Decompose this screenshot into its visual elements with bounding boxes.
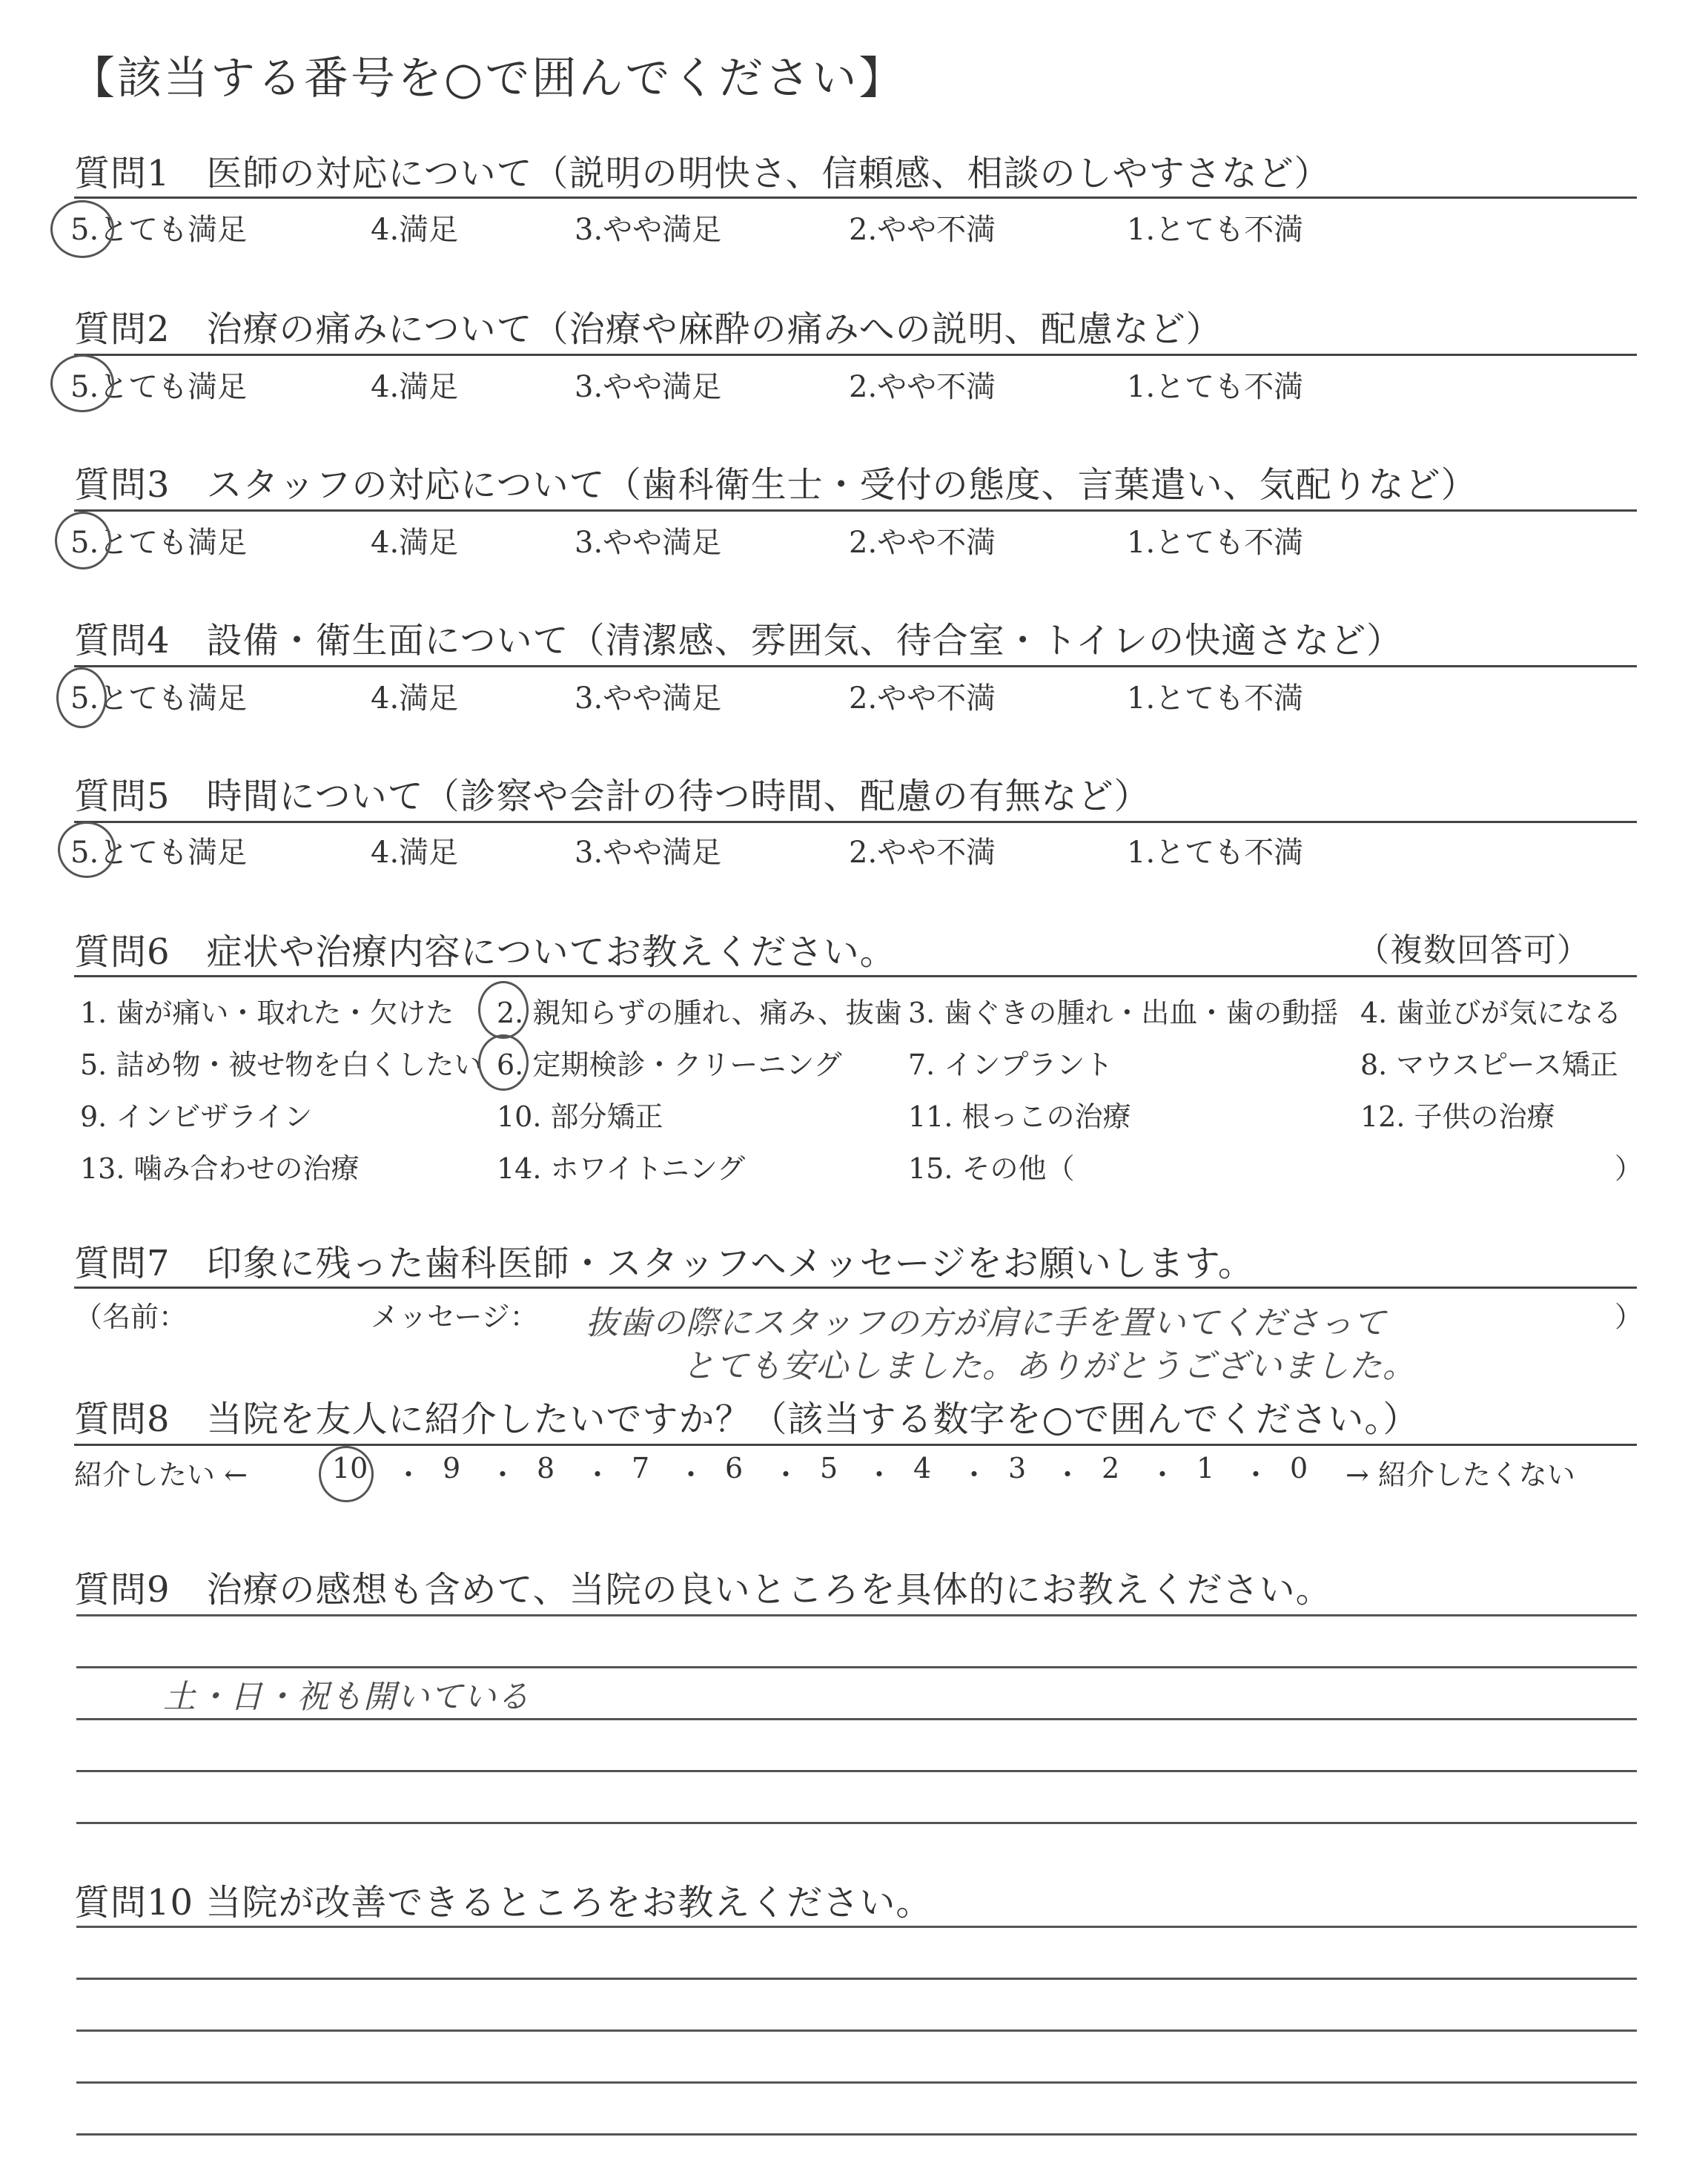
q5-option-1[interactable]: 1.とても不満 xyxy=(1127,836,1304,870)
q6-item[interactable]: 9. インビザライン xyxy=(80,1100,313,1133)
writing-line xyxy=(76,2081,1637,2084)
q4-option-3[interactable]: 3.やや満足 xyxy=(575,681,722,716)
q2-option-5[interactable]: 5.とても満足 xyxy=(70,370,248,404)
divider xyxy=(74,1444,1637,1446)
q6-multiple-note: （複数回答可） xyxy=(1357,931,1590,969)
q6-item[interactable]: 5. 詰め物・被せ物を白くしたい xyxy=(80,1048,483,1081)
q8-scale-3[interactable]: 3 xyxy=(1008,1452,1027,1484)
divider xyxy=(74,665,1637,667)
q8-separator: ・ xyxy=(394,1459,423,1491)
q2-option-2[interactable]: 2.やや不満 xyxy=(849,370,996,404)
q8-scale-0[interactable]: 0 xyxy=(1290,1452,1308,1484)
q5-selection-circle xyxy=(58,822,116,878)
q6-item[interactable]: 11. 根っこの治療 xyxy=(908,1100,1131,1133)
q5-option-2[interactable]: 2.やや不満 xyxy=(849,836,996,870)
page-title: 【該当する番号を○で囲んでください】 xyxy=(70,53,906,105)
q8-separator: ・ xyxy=(583,1459,612,1491)
q5-option-3[interactable]: 3.やや満足 xyxy=(575,836,722,870)
question-9-title: 質問9 治療の感想も含めて、当院の良いところを具体的にお教えください。 xyxy=(74,1569,1332,1611)
q1-option-1[interactable]: 1.とても不満 xyxy=(1127,213,1304,247)
question-8-title: 質問8 当院を友人に紹介したいですか？（該当する数字を○で囲んでください。） xyxy=(74,1398,1420,1440)
q4-selection-circle xyxy=(56,667,107,728)
q8-scale-9[interactable]: 9 xyxy=(443,1452,461,1484)
writing-line xyxy=(76,1770,1637,1772)
q4-option-1[interactable]: 1.とても不満 xyxy=(1127,681,1304,716)
q2-selection-circle xyxy=(50,354,114,412)
q6-item[interactable]: 13. 噛み合わせの治療 xyxy=(80,1152,360,1185)
q8-separator: ・ xyxy=(772,1459,801,1491)
question-10-title: 質問10 当院が改善できるところをお教えください。 xyxy=(74,1882,933,1923)
q6-selection-circle-6 xyxy=(478,1034,529,1091)
question-1-title: 質問1 医師の対応について（説明の明快さ、信頼感、相談のしやすさなど） xyxy=(74,153,1331,194)
q3-selection-circle xyxy=(55,512,111,569)
q6-item[interactable]: 4. 歯並びが気になる xyxy=(1360,997,1622,1029)
q6-item[interactable]: 2. 親知らずの腫れ、痛み、抜歯 xyxy=(497,997,902,1029)
q1-option-5[interactable]: 5.とても満足 xyxy=(70,213,248,247)
writing-line xyxy=(76,1822,1637,1824)
q9-answer-handwritten: 土・日・祝も開いている xyxy=(163,1678,530,1716)
q8-scale-8[interactable]: 8 xyxy=(537,1452,555,1484)
q7-message-handwritten-1: 抜歯の際にスタッフの方が肩に手を置いてくださって xyxy=(586,1304,1386,1342)
q8-separator: ・ xyxy=(489,1459,517,1491)
divider xyxy=(74,1287,1637,1289)
q8-separator: ・ xyxy=(1242,1459,1271,1491)
question-6-title: 質問6 症状や治療内容についてお教えください。 xyxy=(74,931,896,973)
q8-scale-2[interactable]: 2 xyxy=(1102,1452,1120,1484)
q8-separator: ・ xyxy=(960,1459,989,1491)
q2-option-4[interactable]: 4.満足 xyxy=(371,370,459,404)
q8-left-label: 紹介したい ← xyxy=(74,1459,248,1491)
q8-separator: ・ xyxy=(1148,1459,1177,1491)
q8-scale-1[interactable]: 1 xyxy=(1196,1452,1215,1484)
q2-option-1[interactable]: 1.とても不満 xyxy=(1127,370,1304,404)
q6-item[interactable]: 7. インプラント xyxy=(908,1048,1113,1081)
question-7-title: 質問7 印象に残った歯科医師・スタッフへメッセージをお願いします。 xyxy=(74,1243,1254,1284)
q6-item[interactable]: 3. 歯ぐきの腫れ・出血・歯の動揺 xyxy=(908,997,1339,1029)
q6-item[interactable]: 15. その他（ xyxy=(908,1152,1075,1185)
q4-option-2[interactable]: 2.やや不満 xyxy=(849,681,996,716)
divider xyxy=(74,821,1637,823)
q6-item[interactable]: 14. ホワイトニング xyxy=(497,1152,746,1185)
q8-separator: ・ xyxy=(865,1459,894,1491)
question-4-title: 質問4 設備・衛生面について（清潔感、雰囲気、待合室・トイレの快適さなど） xyxy=(74,620,1403,661)
q1-option-3[interactable]: 3.やや満足 xyxy=(575,213,722,247)
question-5-title: 質問5 時間について（診察や会計の待つ時間、配慮の有無など） xyxy=(74,776,1151,817)
q8-scale-4[interactable]: 4 xyxy=(913,1452,932,1484)
q4-option-5[interactable]: 5.とても満足 xyxy=(70,681,248,716)
q5-option-5[interactable]: 5.とても満足 xyxy=(70,836,248,870)
writing-line xyxy=(76,1614,1637,1616)
q6-item[interactable]: 6. 定期検診・クリーニング xyxy=(497,1048,842,1081)
writing-line xyxy=(76,1978,1637,1980)
divider xyxy=(74,975,1637,977)
q6-item[interactable]: 10. 部分矯正 xyxy=(497,1100,663,1133)
q3-option-3[interactable]: 3.やや満足 xyxy=(575,526,722,560)
q1-selection-circle xyxy=(50,200,114,258)
divider xyxy=(74,354,1637,356)
q8-scale-6[interactable]: 6 xyxy=(725,1452,744,1484)
q2-option-3[interactable]: 3.やや満足 xyxy=(575,370,722,404)
q8-scale-5[interactable]: 5 xyxy=(820,1452,838,1484)
q8-right-label: → 紹介したくない xyxy=(1345,1459,1575,1491)
q6-selection-circle-2 xyxy=(478,981,529,1039)
q6-item[interactable]: 12. 子供の治療 xyxy=(1360,1100,1555,1133)
writing-line xyxy=(76,1666,1637,1668)
q8-scale-10[interactable]: 10 xyxy=(332,1452,368,1484)
q8-separator: ・ xyxy=(677,1459,706,1491)
q7-name-label: （名前： xyxy=(74,1301,188,1333)
q7-message-handwritten-2: とても安心しました。ありがとうございました。 xyxy=(682,1347,1416,1385)
q8-scale-7[interactable]: 7 xyxy=(632,1452,650,1484)
q3-option-1[interactable]: 1.とても不満 xyxy=(1127,526,1304,560)
q6-close-paren: ） xyxy=(1615,1152,1644,1185)
q7-message-label: メッセージ： xyxy=(371,1301,538,1333)
writing-line xyxy=(76,2029,1637,2032)
writing-line xyxy=(76,2133,1637,2136)
divider xyxy=(74,196,1637,199)
q4-option-4[interactable]: 4.満足 xyxy=(371,681,459,716)
question-3-title: 質問3 スタッフの対応について（歯科衛生士・受付の態度、言葉遣い、気配りなど） xyxy=(74,464,1477,506)
q3-option-2[interactable]: 2.やや不満 xyxy=(849,526,996,560)
q1-option-4[interactable]: 4.満足 xyxy=(371,213,459,247)
q6-item[interactable]: 8. マウスピース矯正 xyxy=(1360,1048,1618,1081)
q6-item[interactable]: 1. 歯が痛い・取れた・欠けた xyxy=(80,997,454,1029)
q5-option-4[interactable]: 4.満足 xyxy=(371,836,459,870)
q8-selection-circle xyxy=(319,1446,374,1502)
q3-option-4[interactable]: 4.満足 xyxy=(371,526,459,560)
q1-option-2[interactable]: 2.やや不満 xyxy=(849,213,996,247)
q7-close-paren: ） xyxy=(1615,1301,1644,1333)
writing-line xyxy=(76,1718,1637,1720)
divider xyxy=(74,509,1637,512)
writing-line xyxy=(76,1926,1637,1928)
q8-separator: ・ xyxy=(1053,1459,1082,1491)
question-2-title: 質問2 治療の痛みについて（治療や麻酔の痛みへの説明、配慮など） xyxy=(74,308,1222,350)
q3-option-5[interactable]: 5.とても満足 xyxy=(70,526,248,560)
